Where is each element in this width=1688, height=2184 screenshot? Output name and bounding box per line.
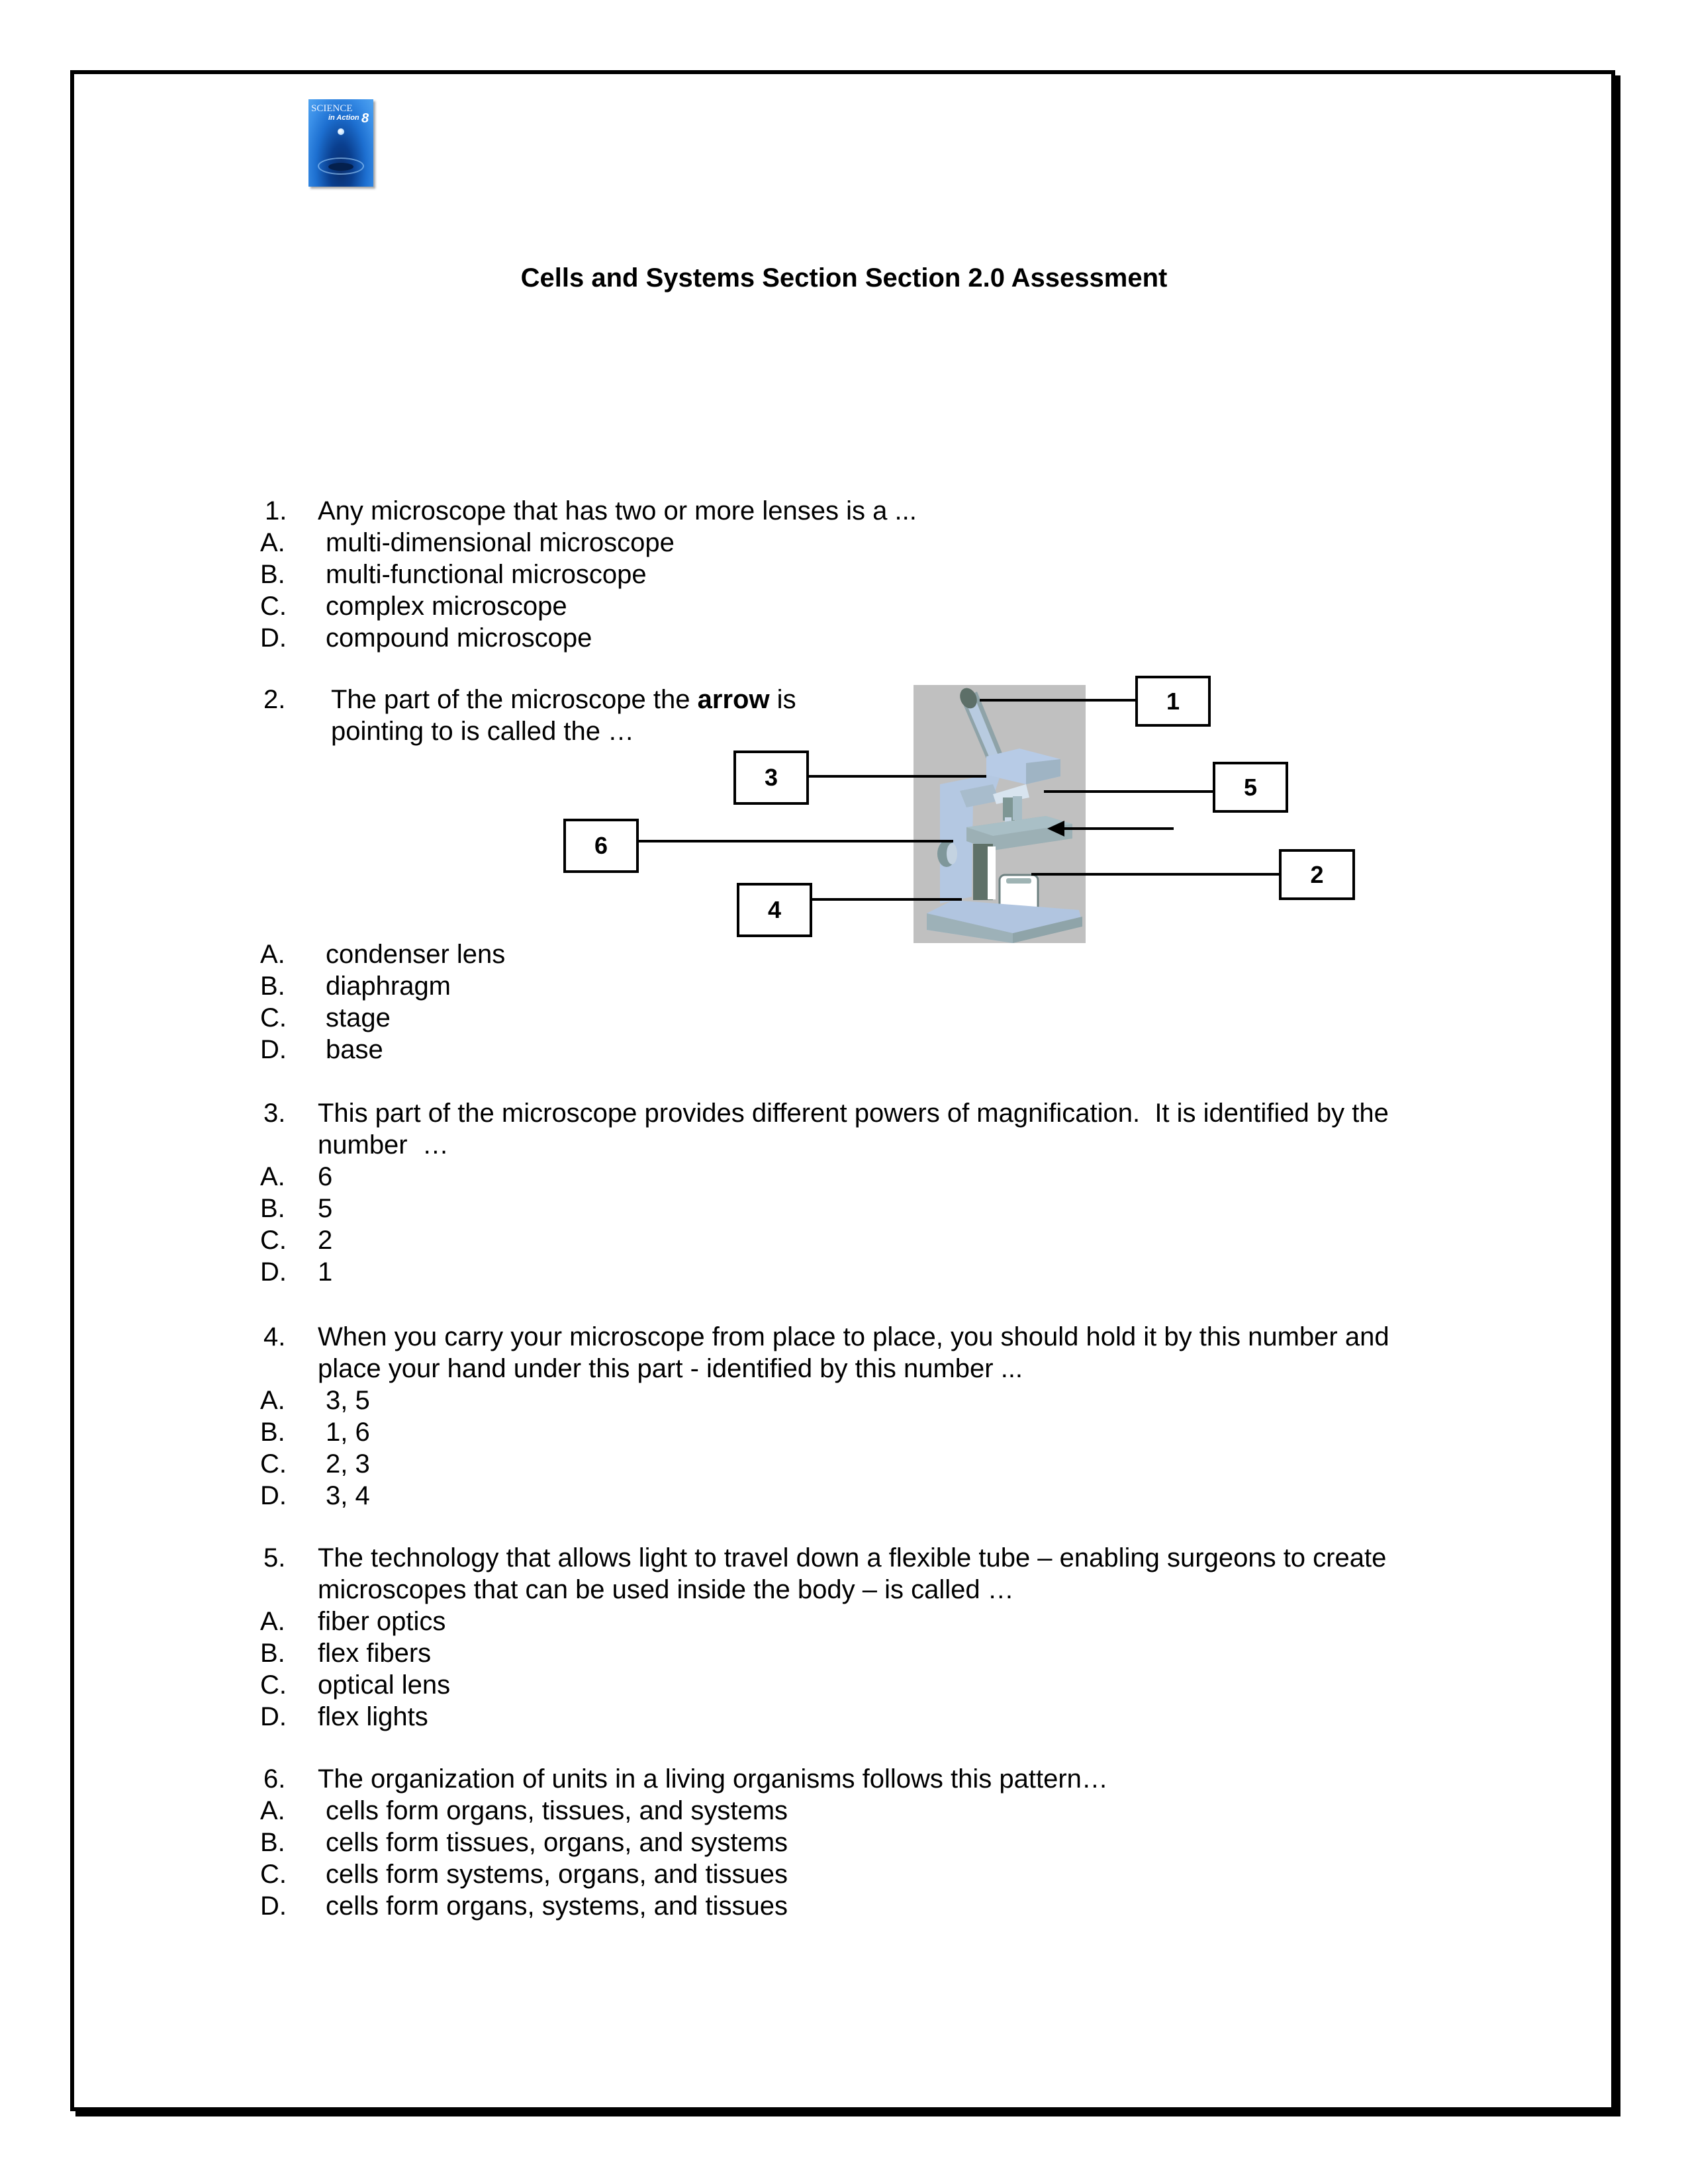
option-letter: B. [260, 972, 285, 1001]
option-text: 3, 5 [326, 1386, 370, 1415]
option-letter: B. [260, 1418, 285, 1447]
option-letter: C. [260, 1860, 287, 1889]
logo-line-science: SCIENCE [311, 103, 353, 114]
question-number: 1. [265, 496, 287, 525]
option-letter: B. [260, 1194, 285, 1223]
question-text-line-1: This part of the microscope provides different powers of magnification. It is identified by the [318, 1099, 1389, 1128]
option-text: cells form systems, organs, and tissues [326, 1860, 788, 1889]
water-drop-icon [338, 128, 344, 135]
option-text: optical lens [318, 1670, 451, 1700]
option-letter: C. [260, 592, 287, 621]
option-text: stage [326, 1003, 391, 1032]
option-text: flex lights [318, 1702, 428, 1731]
question-text-line-2: pointing to is called the … [331, 717, 635, 746]
science-in-action-logo [308, 99, 373, 187]
question-text-line-1 [331, 684, 796, 715]
question-number: 3. [263, 1099, 286, 1128]
option-letter: A. [260, 1386, 285, 1415]
logo-line-grade: 8 [361, 111, 369, 126]
ripple-center-icon [328, 163, 353, 171]
option-letter: C. [260, 1670, 287, 1700]
option-text: complex microscope [326, 592, 567, 621]
question-text-line-1: The technology that allows light to travel down a flexible tube – enabling surgeons to create [318, 1543, 1387, 1572]
option-letter: A. [260, 528, 285, 557]
option-text: cells form tissues, organs, and systems [326, 1828, 788, 1857]
option-letter: B. [260, 1639, 285, 1668]
option-letter: B. [260, 560, 285, 589]
option-text: multi-functional microscope [326, 560, 647, 589]
option-text: cells form organs, tissues, and systems [326, 1796, 788, 1825]
option-letter: D. [260, 623, 287, 653]
label-box-5: 5 [1213, 762, 1288, 813]
question-text-line-2: microscopes that can be used inside the body – is called … [318, 1575, 1014, 1604]
question-text-part: is [769, 685, 796, 714]
option-text: diaphragm [326, 972, 451, 1001]
option-letter: A. [260, 1607, 285, 1636]
option-text: condenser lens [326, 940, 506, 969]
question-text-line-2: number … [318, 1130, 449, 1160]
option-letter: D. [260, 1257, 287, 1287]
question-text-bold: arrow [697, 685, 770, 714]
option-text: 2 [318, 1226, 333, 1255]
option-letter: D. [260, 1481, 287, 1510]
option-letter: A. [260, 940, 285, 969]
option-letter: D. [260, 1891, 287, 1921]
option-text: flex fibers [318, 1639, 432, 1668]
option-text: multi-dimensional microscope [326, 528, 675, 557]
question-text: The organization of units in a living organisms follows this pattern… [318, 1764, 1108, 1794]
option-letter: C. [260, 1449, 287, 1479]
label-box-2: 2 [1279, 849, 1355, 900]
label-box-3: 3 [733, 751, 809, 805]
option-letter: D. [260, 1702, 287, 1731]
option-letter: C. [260, 1003, 287, 1032]
question-text: Any microscope that has two or more lenses is a ... [318, 496, 917, 525]
option-text: 2, 3 [326, 1449, 370, 1479]
option-text: 6 [318, 1162, 333, 1191]
logo-line-in-action: in Action [328, 114, 359, 122]
option-text: base [326, 1035, 383, 1064]
label-box-6: 6 [563, 819, 639, 873]
option-text: cells form organs, systems, and tissues [326, 1891, 788, 1921]
option-letter: B. [260, 1828, 285, 1857]
question-number: 6. [263, 1764, 286, 1794]
label-box-4: 4 [737, 883, 812, 937]
question-text-part: The part of the microscope the [331, 685, 698, 714]
option-text: compound microscope [326, 623, 592, 653]
label-box-1: 1 [1135, 676, 1211, 727]
question-number: 4. [263, 1322, 286, 1351]
option-text: 5 [318, 1194, 333, 1223]
page-title: Cells and Systems Section Section 2.0 Assessment [520, 263, 1168, 293]
option-letter: D. [260, 1035, 287, 1064]
question-number: 5. [263, 1543, 286, 1572]
option-text: 1, 6 [326, 1418, 370, 1447]
question-number: 2. [263, 685, 286, 714]
option-text: 3, 4 [326, 1481, 370, 1510]
question-text-line-1: When you carry your microscope from place to place, you should hold it by this number and [318, 1322, 1389, 1351]
option-text: 1 [318, 1257, 333, 1287]
page-border [70, 70, 1615, 2111]
option-text: fiber optics [318, 1607, 446, 1636]
option-letter: C. [260, 1226, 287, 1255]
option-letter: A. [260, 1796, 285, 1825]
question-text-line-2: place your hand under this part - identified by this number ... [318, 1354, 1023, 1383]
option-letter: A. [260, 1162, 285, 1191]
